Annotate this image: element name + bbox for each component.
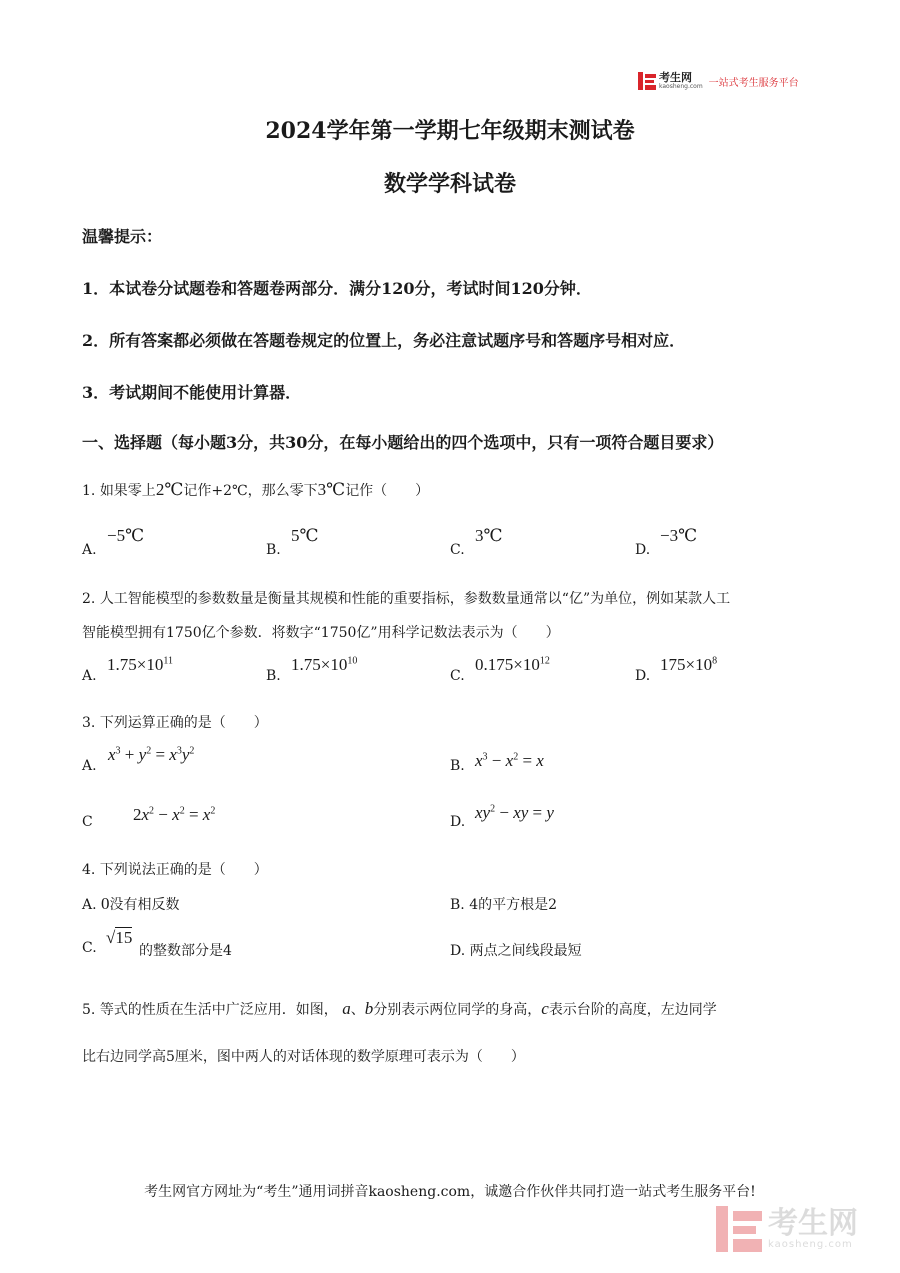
radical-icon: √ xyxy=(106,928,116,947)
math-variable: b xyxy=(364,999,374,1018)
math-base: 1.75×10 xyxy=(291,655,348,674)
q2-option-b-value xyxy=(291,655,357,675)
q2-option-b-label: B. xyxy=(266,668,281,684)
math-value: 3℃ xyxy=(317,480,346,499)
math-exponent: 12 xyxy=(539,655,550,667)
kaosheng-logo-icon xyxy=(638,72,656,90)
q4-option-c-text: 的整数部分是4 xyxy=(139,943,232,959)
math-variable: a xyxy=(342,999,351,1018)
q4-option-d xyxy=(450,940,582,960)
kaosheng-watermark-icon xyxy=(716,1206,762,1252)
q2-option-a-label: A. xyxy=(82,668,97,684)
watermark xyxy=(716,1206,858,1252)
q3-option-a-label: A. xyxy=(82,758,97,774)
question-text: 如果零上 xyxy=(99,483,156,499)
section-heading: 一、选择题（每小题3分，共30分，在每小题给出的四个选项中，只有一项符合题目要求） xyxy=(82,433,724,452)
q4-option-b xyxy=(450,894,557,914)
q3-option-b-expr: $x^3 - x^2 = x$ xyxy=(475,751,544,770)
option-label: B. xyxy=(450,897,465,913)
q2-option-c-label: C. xyxy=(450,668,465,684)
q2-option-a-value xyxy=(107,655,173,675)
tips-heading: 温馨提示： xyxy=(82,227,163,246)
radicand: 15 xyxy=(115,928,133,947)
math-exponent: 11 xyxy=(163,655,173,667)
q3-option-b-label: B. xyxy=(450,758,465,774)
math-variable: c xyxy=(541,999,549,1018)
math-exponent: 10 xyxy=(347,655,358,667)
q1-option-a-label: A. xyxy=(82,542,97,558)
exam-subtitle: 数学学科试卷 xyxy=(383,171,516,197)
q1-option-a-value: −5℃ xyxy=(107,526,145,545)
question-number: 3. xyxy=(82,715,96,731)
question-4 xyxy=(82,859,268,879)
q3-option-c-expr: $2x^2 - x^2 = x^2$ xyxy=(133,805,216,824)
question-number: 4. xyxy=(82,862,96,878)
question-2 xyxy=(82,588,730,608)
question-5 xyxy=(82,999,717,1019)
q2-option-c-value xyxy=(475,655,550,675)
question-3 xyxy=(82,712,268,732)
option-label: A. xyxy=(82,897,97,913)
question-text: 记作+2℃，那么零下 xyxy=(183,483,318,499)
q1-option-c-label: C. xyxy=(450,542,465,558)
option-label: D. xyxy=(450,943,466,959)
footer-text: 考生网官方网址为“考生”通用词拼音kaosheng.com，诚邀合作伙伴共同打造一站式考生服务平台! xyxy=(144,1184,756,1200)
math-base: 0.175×10 xyxy=(475,655,540,674)
q2-option-d-value xyxy=(660,655,717,675)
q3-option-c-label: C xyxy=(82,814,93,830)
option-label: C. xyxy=(82,940,97,956)
math-base: 175×10 xyxy=(660,655,713,674)
q3-option-d-expr: $xy^2$ − xy = y xyxy=(475,803,554,822)
tip-item-3: 3．考试期间不能使用计算器． xyxy=(82,383,302,402)
watermark-text: 考生网 xyxy=(768,1205,858,1241)
logo-domain: kaosheng.com xyxy=(659,83,703,90)
question-text: 分别表示两位同学的身高， xyxy=(373,1002,542,1018)
q1-option-c-value: 3℃ xyxy=(475,526,503,545)
question-text: 表示台阶的高度，左边同学 xyxy=(548,1002,717,1018)
math-value: 0 xyxy=(101,894,110,913)
q2-option-d-label: D. xyxy=(635,668,651,684)
question-2-line-2: 智能模型拥有1750亿个参数．将数字“1750亿”用科学记数法表示为（ ） xyxy=(82,625,560,641)
option-text: 4的平方根是2 xyxy=(469,897,558,913)
q1-option-d-value: −3℃ xyxy=(660,526,698,545)
q1-option-b-value: 5℃ xyxy=(291,526,319,545)
q4-option-c xyxy=(82,940,97,956)
q1-option-d-label: D. xyxy=(635,542,651,558)
math-value: 2℃ xyxy=(155,480,184,499)
question-text: 下列运算正确的是（ ） xyxy=(99,715,268,731)
math-exponent: 8 xyxy=(712,655,718,667)
question-number: 5. xyxy=(82,1002,96,1018)
q3-option-a-expr: $x^3 + y^2 = x^3y^2$ xyxy=(108,745,195,764)
tip-item-1: 1．本试卷分试题卷和答题卷两部分．满分120分，考试时间120分钟． xyxy=(82,279,592,298)
logo-slogan: 一站式考生服务平台 xyxy=(708,77,799,89)
exam-title: 2024学年第一学期七年级期末测试卷 xyxy=(265,118,635,144)
tip-item-2: 2．所有答案都必须做在答题卷规定的位置上，务必注意试题序号和答题序号相对应． xyxy=(82,331,686,350)
question-text: 等式的性质在生活中广泛应用．如图， xyxy=(99,1002,338,1018)
header-logo xyxy=(638,72,799,90)
q3-option-d-label: D. xyxy=(450,814,466,830)
sqrt-expression xyxy=(106,928,132,948)
option-text: 没有相反数 xyxy=(109,897,180,913)
question-text: 人工智能模型的参数数量是衡量其规模和性能的重要指标，参数数量通常以“亿”为单位，例如某款人工 xyxy=(99,591,731,607)
logo-text: 考生网 xyxy=(659,71,692,84)
q4-option-a xyxy=(82,894,180,914)
question-text: 记作（ ） xyxy=(345,483,430,499)
question-number: 2. xyxy=(82,591,96,607)
question-text: 、 xyxy=(350,1002,365,1018)
question-5-line-2: 比右边同学高5厘米，图中两人的对话体现的数学原理可表示为（ ） xyxy=(82,1049,525,1065)
question-number: 1. xyxy=(82,483,96,499)
watermark-domain: kaosheng.com xyxy=(768,1238,853,1250)
q1-option-b-label: B. xyxy=(266,542,281,558)
option-text: 两点之间线段最短 xyxy=(469,943,582,959)
question-text: 下列说法正确的是（ ） xyxy=(99,862,268,878)
question-1 xyxy=(82,480,429,500)
math-base: 1.75×10 xyxy=(107,655,164,674)
